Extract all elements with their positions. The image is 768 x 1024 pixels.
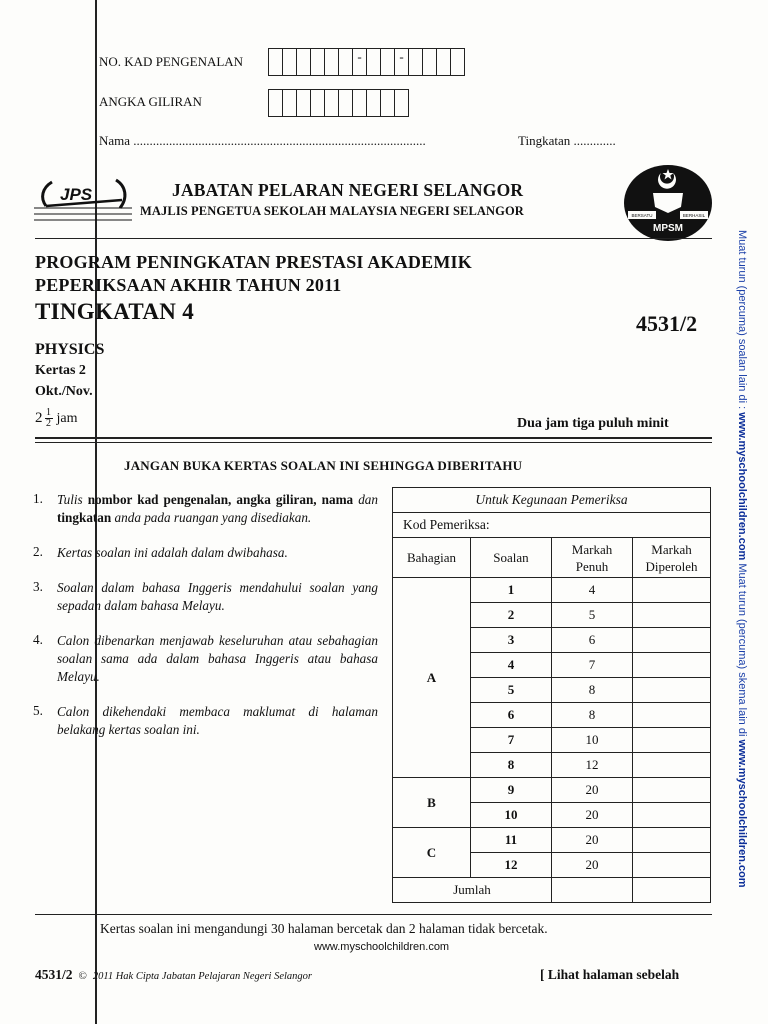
instruction-item [33,632,378,686]
marks-obtained-cell[interactable] [633,853,711,878]
section-cell: B [393,778,471,828]
instruction-number: 1. [33,491,43,506]
subject: PHYSICS [35,341,105,358]
section-cell: A [393,578,471,778]
instruction-text: Calon dikehendaki membaca maklumat di halaman belakang kertas soalan ini. [57,704,378,737]
jps-logo-text: JPS [60,185,93,204]
side-text-1: Muat turun (percuma) soalan lain di : [736,230,748,413]
examiner-table [392,487,711,903]
jps-logo [34,170,134,230]
table-row [393,578,711,603]
mpsm-ribbon-right: BERHASIL [682,213,706,218]
instruction-text: Calon dibenarkan menjawab keseluruhan atau sebahagian soalan sama ada dalam bahasa Inggeris atau bahasa Melayu. [57,633,378,684]
question-cell: 9 [471,778,552,803]
question-cell: 8 [471,753,552,778]
full-marks-cell: 7 [552,653,633,678]
roll-number-boxes[interactable] [268,89,409,117]
instruction-item [33,544,378,562]
question-cell: 7 [471,728,552,753]
full-marks-cell: 8 [552,703,633,728]
copyright-text: 2011 Hak Cipta Jabatan Pelajaran Negeri Selangor [92,971,312,982]
instruction-number: 2. [33,544,43,559]
instructions-list [33,491,378,739]
question-cell: 5 [471,678,552,703]
instruction-item [33,579,378,615]
question-cell: 6 [471,703,552,728]
full-marks-cell: 6 [552,628,633,653]
exam-month: Okt./Nov. [35,384,93,399]
next-page-note: [ Lihat halaman sebelah [540,967,680,982]
instruction-text: Tulis nombor kad pengenalan, angka giliran, nama dan tingkatan anda pada ruangan yang disediakan. [57,492,378,525]
ic-number-boxes[interactable] [268,48,465,76]
copyright-line [35,967,312,983]
full-marks-cell: 5 [552,603,633,628]
full-marks-cell: 20 [552,778,633,803]
total-obtained[interactable] [633,878,711,903]
program-title: PROGRAM PENINGKATAN PRESTASI AKADEMIK [35,252,472,272]
duration-whole: 2 [35,410,43,426]
full-marks-cell: 10 [552,728,633,753]
divider-thick [35,437,712,439]
col-question: Soalan [471,538,552,578]
footer-code: 4531/2 [35,967,73,982]
col-full-marks: Markah Penuh [552,538,633,578]
ic-dash-2: - [395,49,409,75]
marks-obtained-cell[interactable] [633,653,711,678]
pages-note: Kertas soalan ini mengandungi 30 halaman bercetak dan 2 halaman tidak bercetak. [100,921,548,936]
full-marks-cell: 12 [552,753,633,778]
org-name: JABATAN PELARAN NEGERI SELANGOR [172,180,524,200]
table-row [393,828,711,853]
col-marks-obtained: Markah Diperoleh [633,538,711,578]
marks-obtained-cell[interactable] [633,828,711,853]
side-link-1[interactable]: www.myschoolchildren.com [736,412,748,561]
mpsm-logo-text: MPSM [653,223,683,234]
ic-dash-1: - [353,49,367,75]
total-label: Jumlah [393,878,552,903]
question-cell: 3 [471,628,552,653]
duration-fraction [45,408,53,429]
full-marks-cell: 8 [552,678,633,703]
marks-obtained-cell[interactable] [633,628,711,653]
duration-unit: jam [56,410,78,426]
paper-number: Kertas 2 [35,363,86,378]
col-section: Bahagian [393,538,471,578]
examiner-code-field[interactable]: Kod Pemeriksa: [393,513,711,538]
name-field[interactable]: Nama .......................................................................................... [99,133,426,148]
instruction-number: 5. [33,703,43,718]
instruction-number: 4. [33,632,43,647]
section-cell: C [393,828,471,878]
side-link-2[interactable]: www.myschoolchildren.com [736,739,748,888]
mpsm-ribbon-left: BERSATU [631,213,653,218]
full-marks-cell: 20 [552,853,633,878]
divider-top [35,238,712,239]
mpsm-logo [623,163,713,243]
table-row [393,778,711,803]
exam-title: PEPERIKSAAN AKHIR TAHUN 2011 [35,275,342,295]
full-marks-cell: 20 [552,803,633,828]
marks-obtained-cell[interactable] [633,678,711,703]
duration-words: Dua jam tiga puluh minit [517,416,669,431]
marks-obtained-cell[interactable] [633,728,711,753]
marks-obtained-cell[interactable] [633,603,711,628]
question-cell: 4 [471,653,552,678]
form-field[interactable]: Tingkatan ............. [518,133,616,148]
instruction-item [33,491,378,527]
marks-obtained-cell[interactable] [633,753,711,778]
instruction-text: Soalan dalam bahasa Inggeris mendahului soalan yang sepadan dalam bahasa Melayu. [57,580,378,613]
side-watermark [736,230,748,888]
instruction-text: Kertas soalan ini adalah dalam dwibahasa. [57,545,288,560]
duration-denominator: 2 [46,418,51,429]
form-title: TINGKATAN 4 [35,299,194,324]
marks-obtained-cell[interactable] [633,803,711,828]
question-cell: 12 [471,853,552,878]
marks-obtained-cell[interactable] [633,703,711,728]
full-marks-cell: 4 [552,578,633,603]
website-link[interactable]: www.myschoolchildren.com [314,941,450,953]
copyright-symbol: © [78,970,87,982]
question-cell: 10 [471,803,552,828]
instruction-item [33,703,378,739]
question-cell: 1 [471,578,552,603]
marks-obtained-cell[interactable] [633,578,711,603]
examiner-table-title: Untuk Kegunaan Pemeriksa [393,488,711,513]
ic-label: NO. KAD PENGENALAN [99,54,244,69]
divider-thin [35,442,712,443]
question-cell: 11 [471,828,552,853]
roll-label: ANGKA GILIRAN [99,94,202,109]
duration-numerator: 1 [46,407,51,418]
full-marks-cell: 20 [552,828,633,853]
side-text-2: Muat turun (percuma) skema lain di [736,560,748,740]
total-full [552,878,633,903]
org-council: MAJLIS PENGETUA SEKOLAH MALAYSIA NEGERI SELANGOR [140,204,524,218]
instruction-number: 3. [33,579,43,594]
paper-code: 4531/2 [636,311,698,336]
question-cell: 2 [471,603,552,628]
divider-footer [35,914,712,915]
warning-banner: JANGAN BUKA KERTAS SOALAN INI SEHINGGA DIBERITAHU [124,458,523,473]
duration [35,408,78,429]
marks-obtained-cell[interactable] [633,778,711,803]
